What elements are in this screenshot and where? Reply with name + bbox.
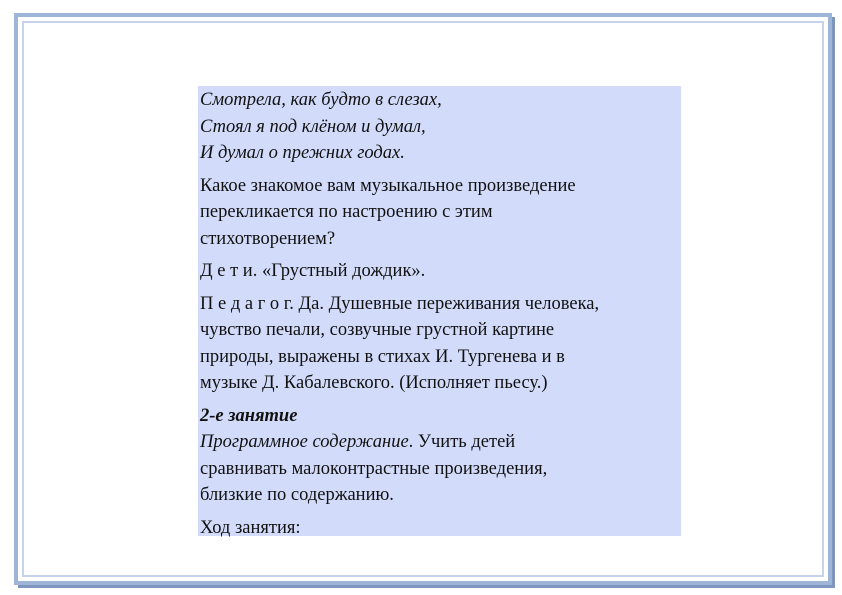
question-block [200, 173, 681, 253]
question-line: стихотворением? [200, 228, 336, 249]
poem-block [200, 87, 681, 167]
teacher-reply-text: Да. Душевные переживания человека, [293, 293, 600, 314]
poem-line: Смотрела, как будто в слезах, [200, 90, 442, 110]
children-reply [200, 258, 681, 285]
teacher-reply-line: чувство печали, созвучные грустной картине [200, 320, 555, 340]
poem-line: И думал о прежних годах. [200, 143, 405, 163]
teacher-reply-block [200, 291, 681, 397]
poem-line: Стоял я под клёном и думал, [200, 116, 426, 137]
program-line: сравнивать малоконтрастные произведения, [200, 458, 548, 479]
program-line [200, 429, 681, 456]
children-reply-text: «Грустный дождик». [257, 261, 426, 281]
teacher-reply-line: природы, выражены в стихах И. Тургенева и в [200, 346, 565, 367]
lesson-2-block [200, 403, 681, 509]
lesson-flow-label: Ход занятия: [200, 517, 301, 538]
program-label: Программное содержание [200, 432, 409, 452]
speaker-children: Д е т и. [200, 261, 258, 281]
program-line: близкие по содержанию. [200, 485, 394, 505]
question-line: Какое знакомое вам музыкальное произведение [200, 175, 576, 196]
text-box [198, 86, 681, 536]
speaker-teacher: П е д а г о г. [200, 293, 294, 314]
question-line: перекликается по настроению с этим [200, 202, 493, 222]
lesson-2-heading: 2-е занятие [200, 405, 298, 426]
teacher-reply-line [200, 291, 681, 318]
teacher-reply-line: музыке Д. Кабалевского. (Исполняет пьесу.) [200, 373, 548, 393]
program-text: . Учить детей [408, 432, 516, 452]
